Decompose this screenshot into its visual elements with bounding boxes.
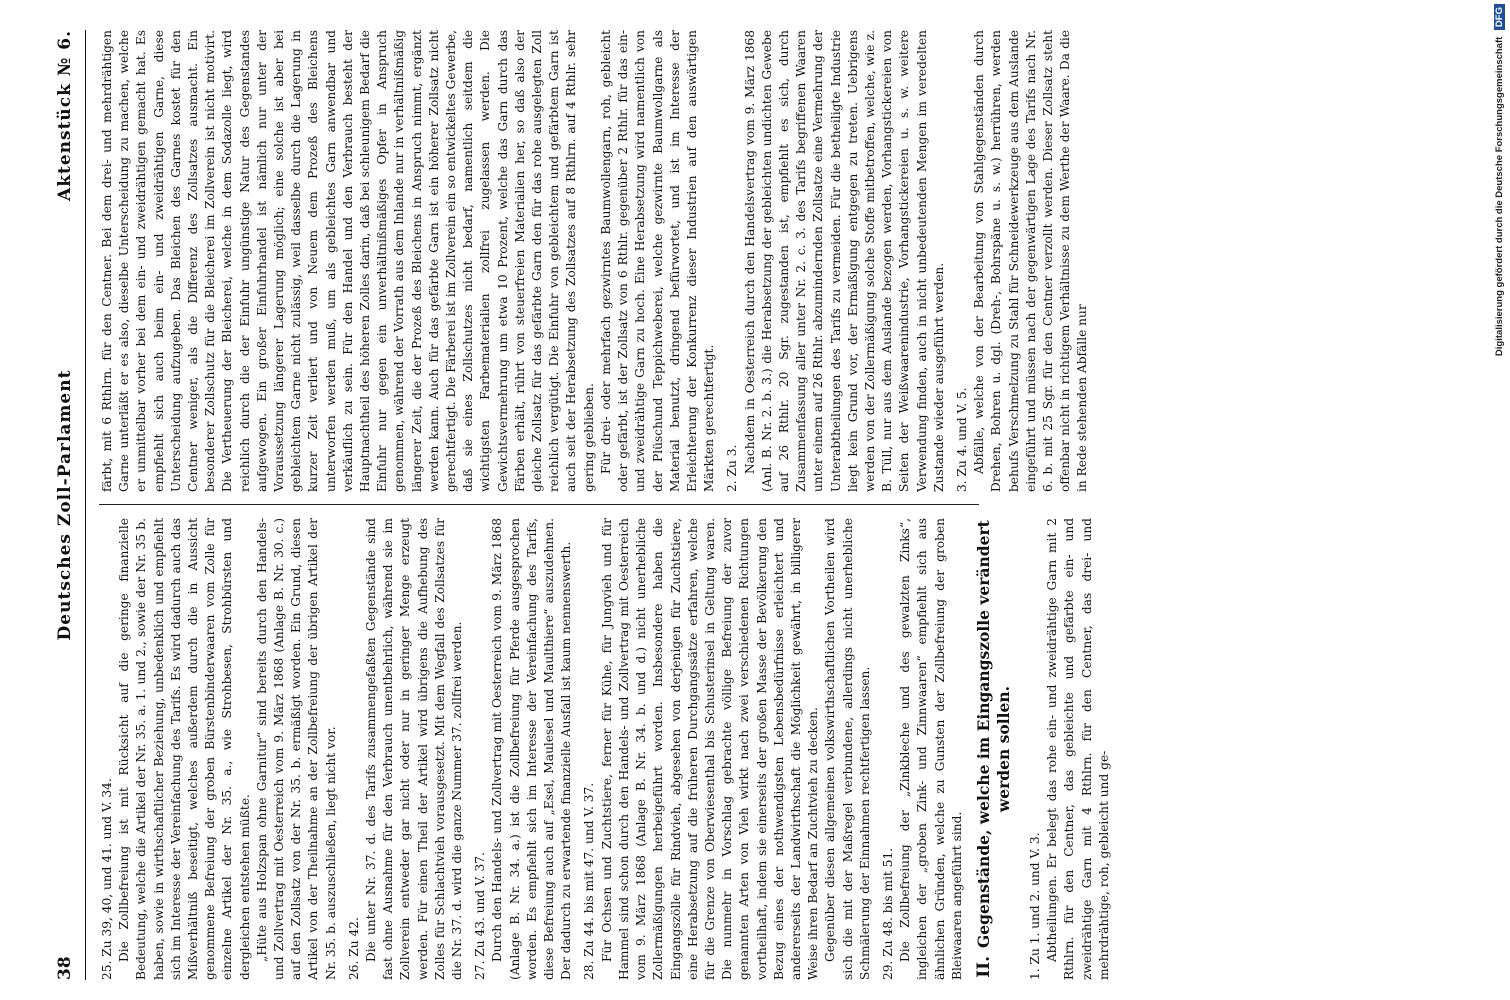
paragraph: Nachdem in Oesterreich durch den Handelsvertrag vom 9. März 1868 (Anl. B. Nr. 2. b. 3.) die Herabsetzung der gebleichten undichten Gewebe auf 26 Rthlr. 20 Sgr. zugestanden ist, empfiehlt es sich, durch Zusammenfassung aller unter Nr. 2. c. 3. des Tarifs begriffenen Waaren unter einem auf 26 Rthlr. abzumindernden Zollsatze eine Vermehrung der Unterabtheilungen des Tarifs zu vermeiden. Für die betheiligte Industrie liegt kein Grund vor, der Ermäßigung entgegen zu treten. Uebrigens werden von der Zollermäßigung solche Stoffe mitbetroffen, welche, wie z. B. Tüll, nur aus dem Auslande bezogen werden, Vorhangstickereien von Seiten der Weißwaarenindustrie, Vorhangstickereien u. s. w. weitere Verwendung finden, auch in nicht unbedeutenden Mengen im veredelten Zustande wieder ausgeführt werden. (742, 30, 946, 492)
column-divider (99, 504, 979, 505)
paragraph: Die unter Nr. 37. d. des Tarifs zusammengefaßten Gegenstände sind fast ohne Ausnahme für den Verbrauch unentbehrlich, während sie im Zollverein entweder gar nicht oder nur in geringer Menge erzeugt werden. Für einen Theil der Artikel wird übrigens die Aufhebung des Zolles für Schlachtvieh vorausgesetzt. Mit dem Wegfall des Zollsatzes für die Nr. 37. d. wird die ganze Nummer 37. zollfrei werden. (364, 518, 465, 980)
section-heading: 29. Zu 48. bis mit 51. (880, 847, 895, 980)
page-number: 38 (55, 956, 75, 980)
part-heading (974, 518, 1013, 980)
section-heading: 27. Zu 43. und V. 37. (473, 852, 488, 980)
document-page (55, 30, 1485, 980)
left-column (99, 518, 1113, 980)
document-reference: Aktenstück № 6. (55, 30, 75, 201)
paragraph: Durch den Handels- und Zollvertrag mit Oesterreich vom 9. März 1868 (Anlage B. Nr. 34. a.) ist die Zollbefreiung für Pferde ausgesprochen worden. Es empfiehlt sich im Interesse der Vereinfachung des Tarifs, diese Befreiung auch auf „Esel, Maulesel und Maulthiere“ auszudehnen. Der dadurch zu erwartende finanzielle Ausfall ist kaum nennenswerth. (490, 518, 574, 980)
part-title: Gegenstände, welche im Eingangszolle verändert werden sollen. (973, 520, 1013, 948)
section-heading: 26. Zu 42. (346, 917, 361, 980)
digitization-note (1494, 4, 1508, 996)
right-column (99, 30, 1092, 492)
paragraph: Die Zollbefreiung ist mit Rücksicht auf die geringe finanzielle Bedeutung, welche die Artikel der Nr. 35. a. 1. und 2., sowie der Nr. 35 b. haben, sowie in wirthschaftlicher Beziehung, unbedenklich und empfiehlt sich im Interesse der Vereinfachung des Tarifs. Es wird dadurch auch das Mißverhältniß beseitigt, welches außerdem durch die in Aussicht genommene Befreiung der groben Bürstenbinderwaaren vom Zolle für einzelne Artikel der Nr. 35. a., wie Strohbesen, Strohbürsten und dergleichen entstehen müßte. (117, 518, 252, 980)
dfg-logo: DFG (1494, 4, 1505, 30)
paragraph: Für Ochsen und Zuchtstiere, ferner für Kühe, für Jungvieh und für Hammel sind schon durch den Handels- und Zollvertrag mit Oesterreich vom 9. März 1868 (Anlage B. Nr. 34. b. und d.) nicht unerhebliche Zollermäßigungen herbeigeführt worden. Insbesondere haben die Eingangszölle für Rindvieh, abgesehen von derjenigen für Zuchtstiere, eine Herabsetzung auf die früheren Durchgangssätze erfahren, welche für die Grenze von Oberwiesenthal bis Schusterinsel in Geltung waren. Die nunmehr in Vorschlag gebrachte völlige Befreiung der zuvor genannten Arten von Vieh wirkt nach zwei verschiedenen Richtungen vortheilhaft, indem sie einerseits der großen Masse der Bevölkerung den Bezug eines der nothwendigsten Lebensbedürfnisse erleichtert und andererseits der Landwirthschaft die Möglichkeit gewährt, in billigerer Weise ihren Bedarf an Zuchtvieh zu decken. (599, 518, 821, 980)
paragraph: Für drei- oder mehrfach gezwirntes Baumwollengarn, roh, gebleicht oder gefärbt, ist der Zollsatz von 6 Rthlr. gegenüber 2 Rthlr. für das ein- und zweidrähtige Garn zu hoch. Eine Herabsetzung wird namentlich von der Plüschund Teppichweberei, welche gezwirnte Baumwollgarne als Material benutzt, dringend befürwortet, und ist im Interesse der Erleichterung der Konkurrenz dieser Industrien auf den auswärtigen Märkten gerechtfertigt. (598, 30, 717, 492)
section-heading: 25. Zu 39, 40, und 41. und V. 34. (100, 778, 114, 980)
section-heading: 28. Zu 44. bis mit 47. und V. 37. (582, 782, 597, 980)
running-head (55, 30, 83, 980)
section-heading: 2. Zu 3. (725, 444, 740, 492)
header-rule (85, 30, 86, 980)
paragraph: färbt, mit 6 Rthlrn. für den Centner. Bei dem drei- und mehrdrähtigen Garne unterläßt er es also, dieselbe Unterscheidung zu machen, welche er unmittelbar vorher bei dem ein- und zweidrähtigen gemacht hat. Es empfiehlt sich auch beim ein- und zweidrähtigen Garne, diese Unterscheidung aufzugeben. Das Bleichen des Garnes kostet für den Centner weniger, als die Differenz des Zollsatzes ausmacht. Ein besonderer Zollschutz für die Bleicherei im Zollverein ist nicht motivirt. Die Vertheuerung der Bleicherei, welche in dem Sodazolle liegt, wird reichlich durch die der Einfuhr ungünstige Natur des Gegenstandes aufgewogen. Ein großer Einfuhrhandel ist nämlich nur unter der Voraussetzung längerer Lagerung möglich; eine solche ist aber bei gebleichtem Garne nicht zulässig, weil dasselbe durch die Lagerung in kurzer Zeit verliert und von Neuem dem Prozeß des Bleichens unterworfen werden muß, um als gebleichtes Garn anwendbar und verkäuflich zu sein. Für den Handel und den Verbrauch besteht der Hauptnachtheil des höheren Zolles darin, daß bei schleunigem Bedarf die Einfuhr nur gegen ein unverhältnißmäßiges Opfer in Anspruch genommen, während der Vorrath aus dem Inlande nur in verhältnißmäßig längerer Zeit, die der Prozeß des Bleichens in Anspruch nimmt, ergänzt werden kann. Auch für das gefärbte Garn ist ein höherer Zollsatz nicht gerechtfertigt. Die Färberei ist im Zollverein ein so entwickeltes Gewerbe, daß sie eines Zollschutzes nicht bedarf, namentlich seitdem die wichtigsten Farbematerialien zollfrei zugelassen werden. Die Gewichtsvermehrung um etwa 10 Prozent, welche das Garn durch das Färben erhält, rührt von steuerfreien Materialien her, so daß also der gleiche Zollsatz für das gefärbte Garn den für das rohe ausgelegten Zoll reichlich vergütigt. Die Einfuhr von gebleichtem und gefärbtem Garn ist auch seit der Herabsetzung des Zollsatzes auf 8 Rthlrn. auf 4 Rthlr. sehr gering geblieben. (100, 30, 596, 492)
paragraph: „Hüte aus Holzspan ohne Garnitur“ sind bereits durch den Handels- und Zollvertrag mit Oesterreich vom 9. März 1868 (Anlage B. Nr. 30. c.) auf den Zollsatz von der Nr. 35. b. ermäßigt worden. Ein Grund, diesen Artikel von der Theilnahme an der Zollbefreiung der übrigen Artikel der Nr. 35. b. auszuschließen, liegt nicht vor. (254, 518, 338, 980)
paragraph: Die Zollbefreiung der „Zinkbleche und des gewalzten Zinks“, ingleichen der „groben Zink- und Zinnwaaren“ empfiehlt sich aus ähnlichen Gründen, welche zu Gunsten der Zollbefreiung der groben Bleiwaaren angeführt sind. (898, 518, 964, 980)
paragraph: Abtheilungen. Er belegt das rohe ein- und zweidrähtige Garn mit 2 Rthlrn. für den Centner, das gebleichte und gefärbte ein- und zweidrähtige Garn mit 4 Rthlrn. für den Centner, das drei- und mehrdrähtige, roh, gebleicht und ge- (1045, 518, 1111, 980)
paragraph: Gegenüber diesen allgemeinen volkswirthschaftlichen Vortheilen wird sich die mit der Maßregel verbundene, allerdings nicht unerhebliche Schmälerung der Einnahmen rechtfertigen lassen. (823, 518, 872, 980)
paragraph: Abfälle, welche von der Bearbeitung von Stahlgegenständen durch Drehen, Bohren u. dgl. (Dreh-, Bohrspäne u. s. w.) herrühren, werden behufs Verschmelzung zu Stahl für Schneidewerkzeuge aus dem Auslande eingeführt und müssen nach der gegenwärtigen Lage des Tarifs nach Nr. 6. b. mit 25 Sgr. für den Centner verzollt werden. Dieser Zollsatz steht offenbar nicht in richtigem Verhältnisse zu dem Werthe der Waare. Da die in Rede stehenden Abfälle nur (972, 30, 1090, 492)
publication-title: Deutsches Zoll-Parlament (55, 369, 75, 641)
digitization-note-text: Digitalisierung gefördert durch die Deutsche Forschungsgemeinschaft (1494, 36, 1505, 357)
section-heading: 3. Zu 4. und V. 5. (954, 387, 969, 492)
part-numeral: II. (973, 955, 994, 978)
section-heading: 1. Zu 1. und 2. und V. 3. (1027, 832, 1042, 980)
